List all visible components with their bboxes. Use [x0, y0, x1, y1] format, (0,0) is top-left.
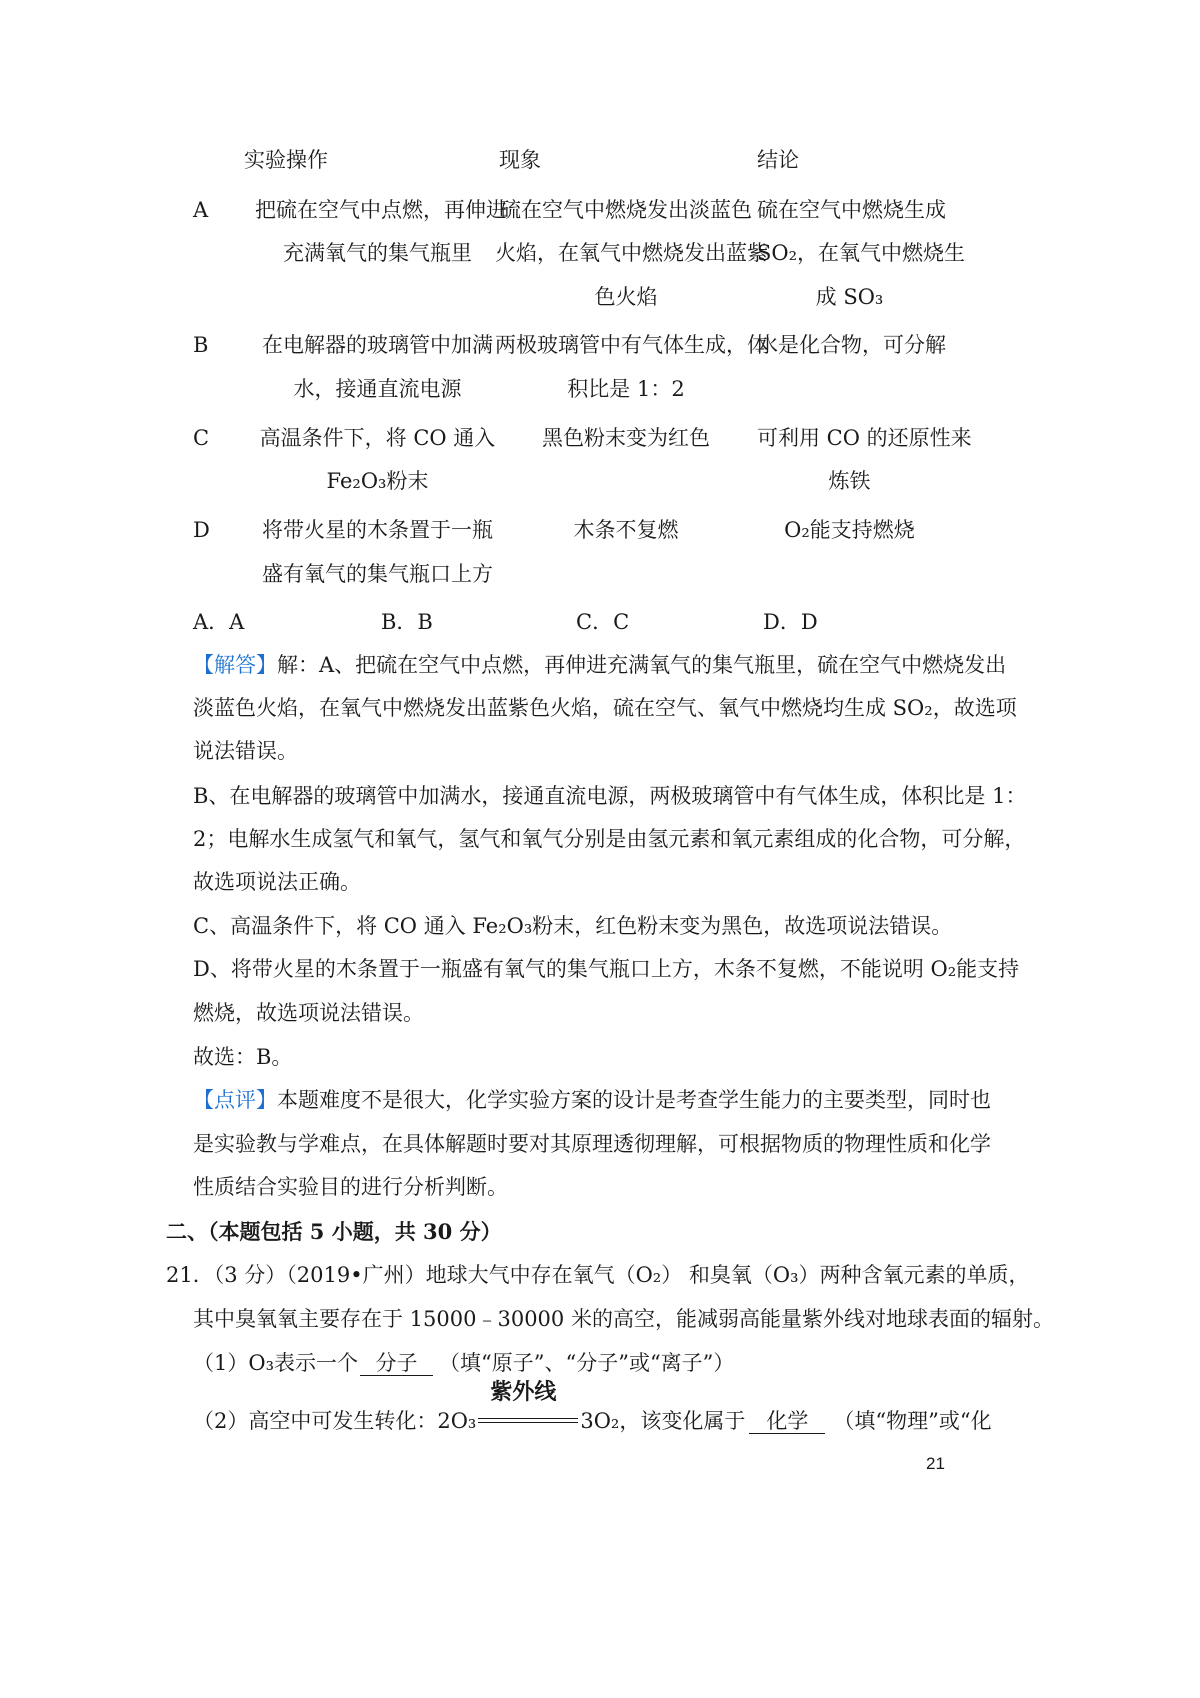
row-d-operation-line2: 盛有氧气的集气瓶口上方 [262, 562, 493, 586]
answer-line-2: 淡蓝色火焰，在氧气中燃烧发出蓝紫色火焰，硫在空气、氧气中燃烧均生成 SO₂，故选项 [193, 696, 1017, 720]
q21-part2-prefix: （2）高空中可发生转化：2O₃ [193, 1409, 477, 1433]
choice-c: C．C [576, 610, 630, 634]
review-text-1: 本题难度不是很大，化学实验方案的设计是考查学生能力的主要类型，同时也 [277, 1088, 991, 1112]
table-header-conclusion: 结论 [757, 148, 799, 172]
review-line-1 [193, 1090, 991, 1111]
table-header-phenomenon: 现象 [499, 148, 541, 172]
row-a-conclusion-line3: 成 SO₃ [815, 285, 884, 309]
reaction-line-top [478, 1418, 578, 1419]
row-a-conclusion-line2: SO₂，在氧气中燃烧生 [757, 241, 966, 265]
review-tag: 【点评】 [193, 1088, 277, 1112]
q21-part2 [193, 1380, 992, 1434]
row-a-conclusion-line1: 硫在空气中燃烧生成 [757, 198, 946, 222]
row-b-operation-line2: 水，接通直流电源 [293, 377, 462, 401]
row-d-label: D [193, 518, 210, 542]
page-number: 21 [926, 1454, 945, 1473]
row-a-phenomenon-line2: 火焰，在氧气中燃烧发出蓝紫 [495, 241, 768, 265]
row-b-phenomenon-line2: 积比是 1：2 [567, 377, 685, 401]
row-b-phenomenon-line1: 两极玻璃管中有气体生成，体 [495, 333, 768, 357]
answer-line-7: C、高温条件下，将 CO 通入 Fe₂O₃粉末，红色粉末变为黑色，故选项说法错误。 [193, 914, 953, 938]
row-a-operation-line2: 充满氧气的集气瓶里 [283, 241, 472, 265]
row-a-label: A [193, 198, 209, 222]
answer-line-5: 2；电解水生成氢气和氧气，氢气和氧气分别是由氢元素和氧元素组成的化合物，可分解， [193, 827, 1026, 851]
choice-b: B．B [381, 610, 433, 634]
choice-d: D．D [763, 610, 818, 634]
row-d-phenomenon-line1: 木条不复燃 [573, 518, 679, 542]
answer-line-6: 故选项说法正确。 [193, 870, 361, 894]
q21-line-1: 21．（3 分）（2019•广州）地球大气中存在氧气（O₂） 和臭氧（O₃）两种含氧元素的单质， [166, 1263, 1030, 1287]
q21-line-2: 其中臭氧氧主要存在于 15000﹣30000 米的高空，能减弱高能量紫外线对地球表面的辐射。 [193, 1307, 1054, 1331]
answer-line-1 [193, 655, 1006, 676]
answer-line-10: 故选：B。 [193, 1045, 293, 1069]
answer-line-8: D、将带火星的木条置于一瓶盛有氧气的集气瓶口上方，木条不复燃，不能说明 O₂能支持 [193, 957, 1020, 981]
q21-part1 [193, 1353, 734, 1376]
answer-text-1: 解：A、把硫在空气中点燃，再伸进充满氧气的集气瓶里，硫在空气中燃烧发出 [277, 653, 1007, 677]
row-a-phenomenon-line3: 色火焰 [594, 285, 658, 309]
row-c-label: C [193, 426, 210, 450]
answer-line-4: B、在电解器的玻璃管中加满水，接通直流电源，两极玻璃管中有气体生成，体积比是 1： [193, 784, 1027, 808]
q21-part1-answer: 分子 [360, 1353, 433, 1376]
answer-line-3: 说法错误。 [193, 739, 298, 763]
row-c-operation-line2: Fe₂O₃粉末 [326, 469, 429, 493]
table-header-operation: 实验操作 [244, 148, 328, 172]
choice-a: A．A [193, 610, 245, 634]
reaction-arrow [478, 1380, 578, 1428]
section-title: 二、（本题包括 5 小题，共 30 分） [166, 1219, 502, 1244]
row-b-operation-line1: 在电解器的玻璃管中加满 [262, 333, 493, 357]
reaction-line-bottom [478, 1422, 578, 1423]
q21-part1-suffix: （填“原子”、“分子”或“离子”） [439, 1351, 735, 1375]
q21-part2-answer: 化学 [749, 1411, 825, 1434]
row-c-operation-line1: 高温条件下，将 CO 通入 [259, 426, 496, 450]
row-c-conclusion-line2: 炼铁 [828, 469, 871, 493]
row-b-conclusion-line1: 水是化合物，可分解 [757, 333, 946, 357]
answer-tag: 【解答】 [193, 653, 277, 677]
q21-part2-mid: 3O₂，该变化属于 [580, 1409, 746, 1433]
q21-part1-prefix: （1）O₃表示一个 [193, 1351, 358, 1375]
row-c-conclusion-line1: 可利用 CO 的还原性来 [757, 426, 972, 450]
row-c-phenomenon-line1: 黑色粉末变为红色 [542, 426, 710, 450]
reaction-condition: 紫外线 [490, 1380, 557, 1405]
row-d-conclusion-line1: O₂能支持燃烧 [784, 518, 915, 542]
row-b-label: B [193, 333, 209, 357]
answer-line-9: 燃烧，故选项说法错误。 [193, 1001, 424, 1025]
review-line-3: 性质结合实验目的进行分析判断。 [193, 1175, 508, 1199]
row-a-operation-line1: 把硫在空气中点燃，再伸进 [255, 198, 507, 222]
q21-part2-suffix: （填“物理”或“化 [833, 1409, 992, 1433]
review-line-2: 是实验教与学难点，在具体解题时要对其原理透彻理解，可根据物质的物理性质和化学 [193, 1132, 991, 1156]
row-d-operation-line1: 将带火星的木条置于一瓶 [262, 518, 493, 542]
row-a-phenomenon-line1: 硫在空气中燃烧发出淡蓝色 [500, 198, 752, 222]
